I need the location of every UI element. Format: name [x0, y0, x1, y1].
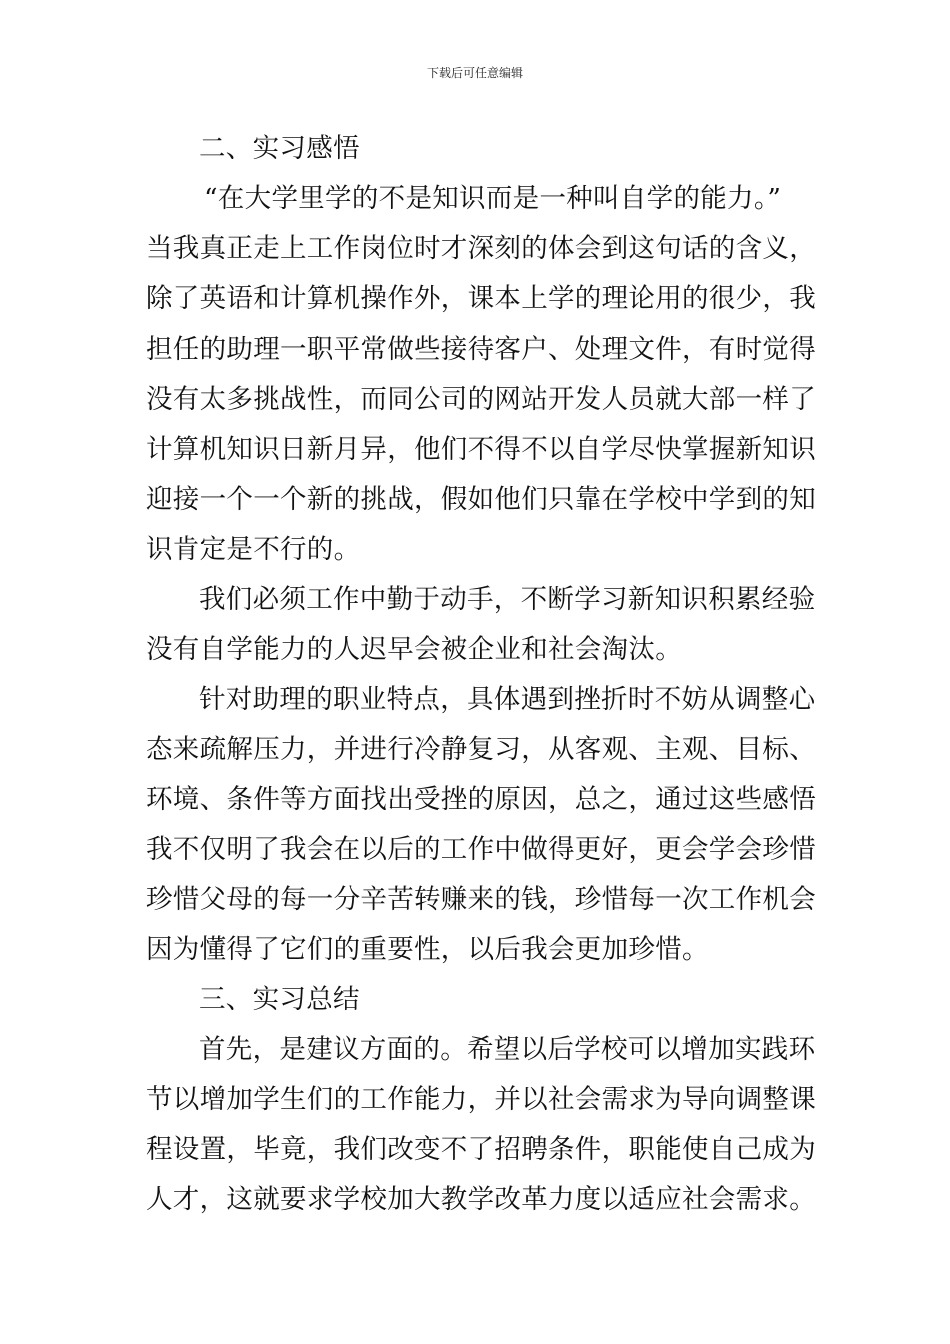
paragraph-line: 环境、条件等方面找出受挫的原因，总之，通过这些感悟	[146, 784, 816, 815]
quote-line: “在大学里学的不是知识而是一种叫自学的能力。”	[204, 183, 782, 214]
paragraph-line: 因为懂得了它们的重要性，以后我会更加珍惜。	[146, 934, 709, 965]
paragraph-line: 识肯定是不行的。	[146, 534, 361, 565]
paragraph-line: 态来疏解压力，并进行冷静复习，从客观、主观、目标、	[146, 734, 816, 765]
paragraph-line: 针对助理的职业特点，具体遇到挫折时不妨从调整心	[199, 684, 816, 715]
paragraph-line: 除了英语和计算机操作外，课本上学的理论用的很少，我	[146, 283, 816, 314]
paragraph-line: 担任的助理一职平常做些接待客户、处理文件，有时觉得	[146, 334, 816, 365]
paragraph-line: 没有自学能力的人迟早会被企业和社会淘汰。	[146, 634, 682, 665]
paragraph-line: 我不仅明了我会在以后的工作中做得更好，更会学会珍惜	[146, 834, 816, 865]
paragraph-line: 首先，是建议方面的。希望以后学校可以增加实践环	[199, 1034, 816, 1065]
paragraph-line: 迎接一个一个新的挑战，假如他们只靠在学校中学到的知	[146, 484, 816, 515]
section-heading: 三、实习总结	[199, 984, 360, 1015]
section-heading: 二、实习感悟	[199, 133, 360, 164]
paragraph-line: 当我真正走上工作岗位时才深刻的体会到这句话的含义，	[146, 233, 816, 264]
paragraph-line: 人才，这就要求学校加大教学改革力度以适应社会需求。	[146, 1184, 816, 1215]
paragraph-line: 计算机知识日新月异，他们不得不以自学尽快掌握新知识	[146, 434, 816, 465]
paragraph-line: 节以增加学生们的工作能力，并以社会需求为导向调整课	[146, 1084, 816, 1115]
paragraph-line: 我们必须工作中勤于动手，不断学习新知识积累经验	[199, 584, 816, 615]
paragraph-line: 没有太多挑战性，而同公司的网站开发人员就大部一样了	[146, 384, 816, 415]
header-note: 下载后可任意编辑	[426, 66, 523, 80]
paragraph-line: 珍惜父母的每一分辛苦转赚来的钱，珍惜每一次工作机会	[146, 884, 816, 915]
paragraph-line: 程设置，毕竟，我们改变不了招聘条件，职能使自己成为	[146, 1134, 816, 1165]
